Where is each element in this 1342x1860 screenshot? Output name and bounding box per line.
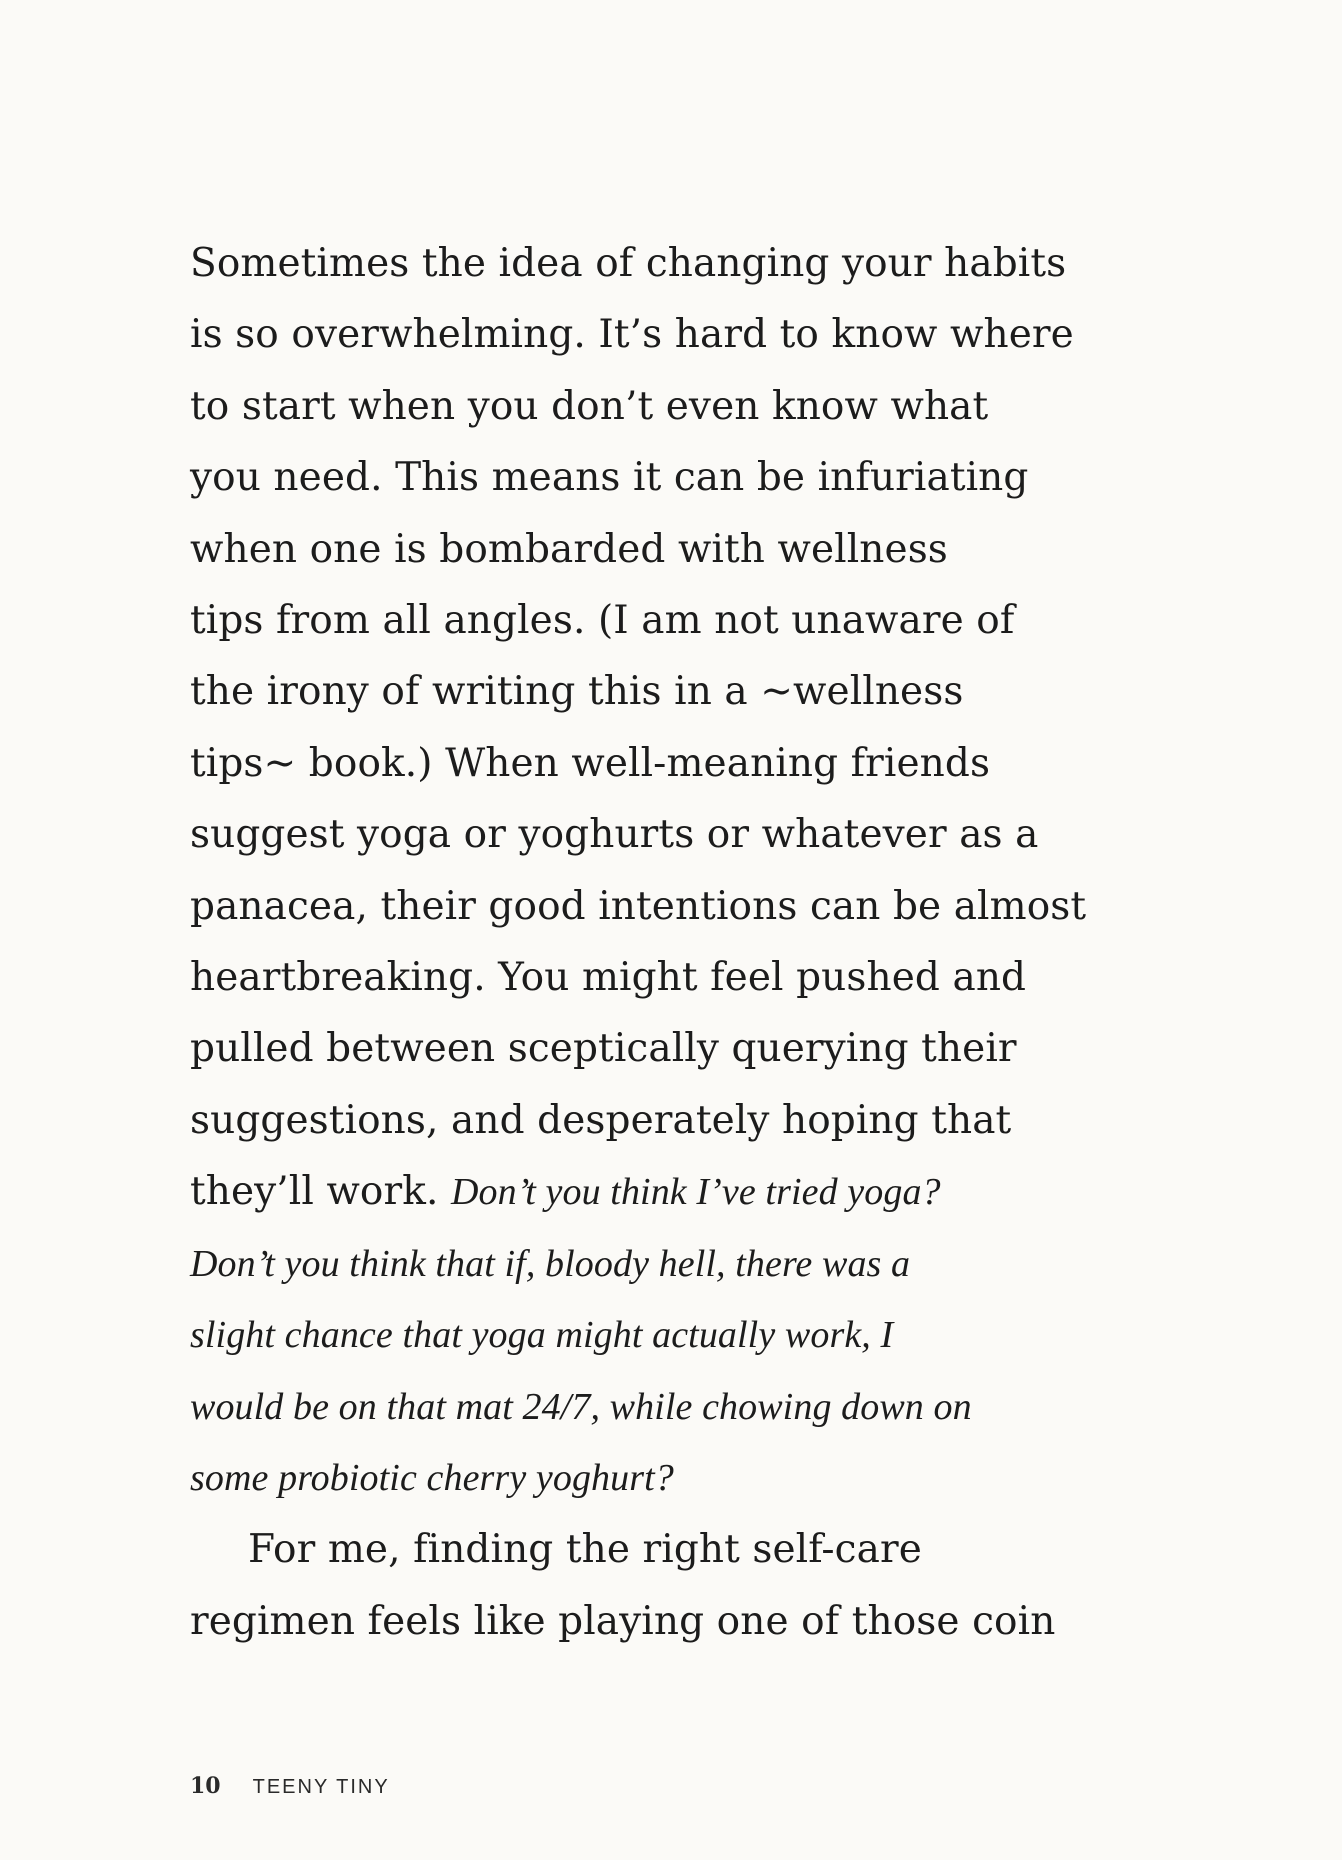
text-line: panacea, their good intentions can be almost [190,883,1087,929]
text-line: when one is bombarded with wellness [190,526,948,572]
paragraph-2 [190,1514,1110,1657]
text-line: suggestions, and desperately hoping that [190,1097,1012,1143]
roman-segment: they’ll work. [190,1169,451,1215]
italic-line: Don’t you think that if, bloody hell, there was a [190,1242,911,1285]
italic-line: slight chance that yoga might actually work, I [190,1314,894,1357]
paragraph-1 [190,228,1110,1514]
text-line: tips from all angles. (I am not unaware of [190,598,1015,644]
text-line: tips~ book.) When well-meaning friends [190,740,991,786]
text-line: to start when you don’t even know what [190,383,989,429]
italic-line: some probiotic cherry yoghurt? [190,1456,674,1499]
page-footer [190,1773,390,1799]
body-text [190,228,1110,1657]
italic-segment: Don’t you think I’ve tried yoga? [450,1171,941,1214]
text-line: suggest yoga or yoghurts or whatever as a [190,812,1039,858]
text-line: pulled between sceptically querying their [190,1026,1017,1072]
running-head: TEENY TINY [252,1776,390,1798]
text-line: heartbreaking. You might feel pushed and [190,955,1027,1001]
text-line: For me, finding the right self-care [248,1527,922,1573]
text-line: is so overwhelming. It’s hard to know where [190,312,1074,358]
text-line: the irony of writing this in a ~wellness [190,669,964,715]
text-line-mixed [190,1156,1110,1228]
text-line: regimen feels like playing one of those coin [190,1598,1056,1644]
text-line: you need. This means it can be infuriating [190,455,1029,501]
text-line: Sometimes the idea of changing your habits [190,241,1067,286]
page-number: 10 [190,1773,221,1799]
italic-line: would be on that mat 24/7, while chowing down on [190,1385,972,1428]
